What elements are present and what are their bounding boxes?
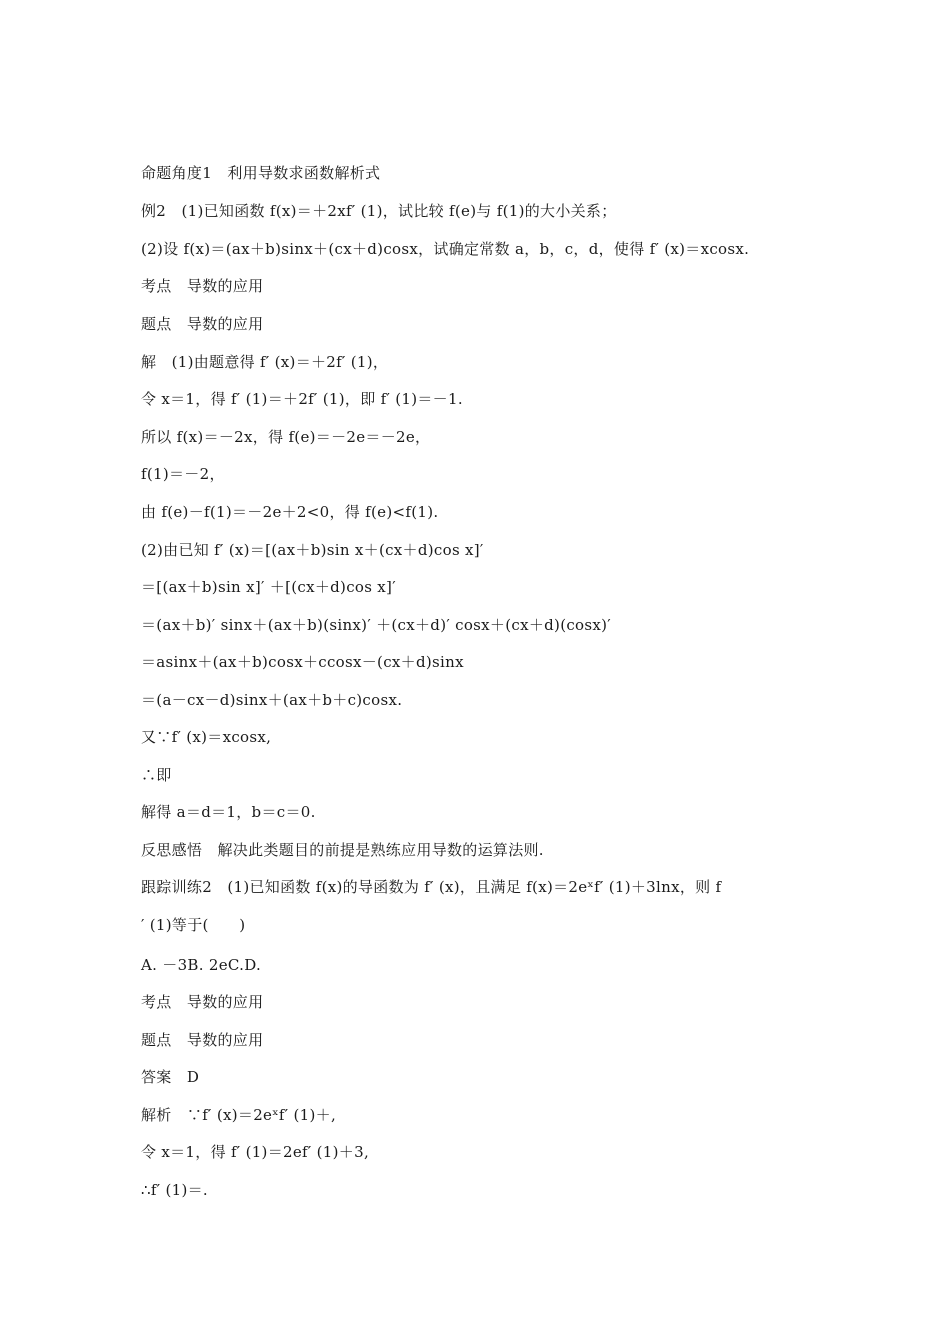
analysis-line-1: 解析 ∵f′ (x)＝2eˣf′ (1)＋, xyxy=(141,1106,337,1124)
question-point-2: 题点 导数的应用 xyxy=(141,1031,264,1049)
solution-line-10: ＝(a－cx－d)sinx＋(ax＋b＋c)cosx. xyxy=(141,691,403,709)
solution-line-2: 令 x＝1，得 f′ (1)＝＋2f′ (1)，即 f′ (1)＝－1. xyxy=(141,390,463,408)
section-heading: 命题角度1 利用导数求函数解析式 xyxy=(141,164,381,182)
solution-line-7: ＝[(ax＋b)sin x]′ ＋[(cx＋d)cos x]′ xyxy=(141,578,396,596)
solution-line-8: ＝(ax＋b)′ sinx＋(ax＋b)(sinx)′ ＋(cx＋d)′ cosx＋(cx＋d)(cosx)′ xyxy=(141,616,611,634)
practice-2-question-cont: ′ (1)等于( ) xyxy=(141,916,246,934)
solution-line-6: (2)由已知 f′ (x)＝[(ax＋b)sin x＋(cx＋d)cos x]′ xyxy=(141,541,484,559)
analysis-line-3: ∴f′ (1)＝. xyxy=(141,1181,208,1199)
solution-line-5: 由 f(e)－f(1)＝－2e＋2<0，得 f(e)<f(1). xyxy=(141,503,439,521)
analysis-line-2: 令 x＝1，得 f′ (1)＝2ef′ (1)＋3, xyxy=(141,1143,370,1161)
solution-line-11: 又∵f′ (x)＝xcosx, xyxy=(141,728,272,746)
solution-line-13: 解得 a＝d＝1，b＝c＝0. xyxy=(141,803,316,821)
knowledge-point: 考点 导数的应用 xyxy=(141,277,264,295)
solution-line-9: ＝asinx＋(ax＋b)cosx＋ccosx－(cx＋d)sinx xyxy=(141,653,464,671)
reflection: 反思感悟 解决此类题目的前提是熟练应用导数的运算法则. xyxy=(141,841,544,859)
solution-line-3: 所以 f(x)＝－2x，得 f(e)＝－2e＝－2e， xyxy=(141,428,431,446)
example-2-part-2: (2)设 f(x)＝(ax＋b)sinx＋(cx＋d)cosx，试确定常数 a，b，c，d，使得 f′ (x)＝xcosx. xyxy=(141,240,750,258)
answer-options: A. －3B. 2eC.D. xyxy=(141,956,262,974)
solution-line-1: 解 (1)由题意得 f′ (x)＝＋2f′ (1)， xyxy=(141,353,389,371)
practice-2-question: 跟踪训练2 (1)已知函数 f(x)的导函数为 f′ (x)，且满足 f(x)＝2eˣf′ (1)＋3lnx，则 f xyxy=(141,878,722,896)
question-point: 题点 导数的应用 xyxy=(141,315,264,333)
answer: 答案 D xyxy=(141,1068,200,1086)
example-2-part-1: 例2 (1)已知函数 f(x)＝＋2xf′ (1)，试比较 f(e)与 f(1)的大小关系； xyxy=(141,202,617,220)
knowledge-point-2: 考点 导数的应用 xyxy=(141,993,264,1011)
solution-line-4: f(1)＝－2， xyxy=(141,465,225,483)
solution-line-12: ∴即 xyxy=(141,766,172,784)
